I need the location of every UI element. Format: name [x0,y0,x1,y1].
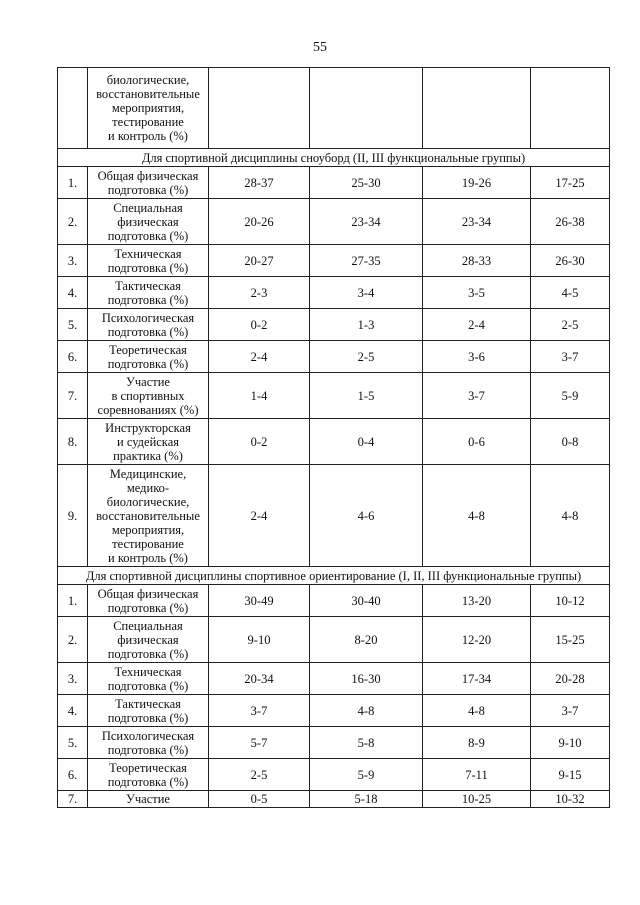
row-name: Специальная физическая подготовка (%) [88,199,209,245]
table-row [58,695,610,727]
row-value: 0-8 [531,419,610,465]
row-value: 15-25 [531,617,610,663]
table-row [58,199,610,245]
row-value: 2-4 [209,465,310,567]
row-value: 1-3 [310,309,423,341]
row-value: 23-34 [310,199,423,245]
row-value: 19-26 [423,167,531,199]
row-value [310,68,423,149]
row-value: 20-26 [209,199,310,245]
row-name: Общая физическая подготовка (%) [88,167,209,199]
row-value: 0-5 [209,791,310,808]
section-title: Для спортивной дисциплины спортивное ориентирование (I, II, III функциональные группы) [58,567,610,585]
row-number: 4. [58,695,88,727]
row-number: 3. [58,245,88,277]
row-value: 1-5 [310,373,423,419]
row-value: 3-6 [423,341,531,373]
table-body [58,68,610,808]
row-value: 28-33 [423,245,531,277]
row-value: 16-30 [310,663,423,695]
row-value: 13-20 [423,585,531,617]
section-header-row [58,149,610,167]
table-row [58,419,610,465]
row-value: 4-8 [310,695,423,727]
row-value: 4-8 [423,695,531,727]
row-value: 20-27 [209,245,310,277]
table-row [58,727,610,759]
row-number: 7. [58,373,88,419]
row-value: 2-4 [209,341,310,373]
row-name: Общая физическая подготовка (%) [88,585,209,617]
row-value: 10-32 [531,791,610,808]
row-value: 4-6 [310,465,423,567]
row-name: Тактическая подготовка (%) [88,277,209,309]
row-number: 2. [58,199,88,245]
row-number: 6. [58,341,88,373]
table-row [58,585,610,617]
row-value: 26-30 [531,245,610,277]
table-row [58,791,610,808]
row-value: 30-49 [209,585,310,617]
row-name: Техническая подготовка (%) [88,663,209,695]
row-value: 2-5 [531,309,610,341]
row-value: 9-10 [209,617,310,663]
row-name: Техническая подготовка (%) [88,245,209,277]
row-name: Участие [88,791,209,808]
row-name: Специальная физическая подготовка (%) [88,617,209,663]
table-row [58,617,610,663]
row-value: 7-11 [423,759,531,791]
row-number: 1. [58,167,88,199]
row-value: 2-4 [423,309,531,341]
row-value: 4-5 [531,277,610,309]
row-value: 9-15 [531,759,610,791]
row-value: 5-7 [209,727,310,759]
training-table [57,67,610,808]
table-row [58,309,610,341]
row-name: Психологическая подготовка (%) [88,727,209,759]
table-row [58,277,610,309]
row-number: 1. [58,585,88,617]
row-value: 8-20 [310,617,423,663]
row-value: 3-7 [209,695,310,727]
row-number: 6. [58,759,88,791]
row-number [58,68,88,149]
row-value: 5-18 [310,791,423,808]
row-value: 0-2 [209,309,310,341]
row-value: 5-9 [531,373,610,419]
row-value: 5-8 [310,727,423,759]
row-name: Участие в спортивных соревнованиях (%) [88,373,209,419]
row-value: 26-38 [531,199,610,245]
row-value: 5-9 [310,759,423,791]
row-number: 3. [58,663,88,695]
row-name: Психологическая подготовка (%) [88,309,209,341]
row-value: 25-30 [310,167,423,199]
table-row [58,465,610,567]
row-value: 17-34 [423,663,531,695]
table-row [58,759,610,791]
row-value: 8-9 [423,727,531,759]
row-value: 12-20 [423,617,531,663]
row-value: 10-12 [531,585,610,617]
row-value: 2-5 [310,341,423,373]
row-number: 8. [58,419,88,465]
row-value [209,68,310,149]
row-name: Тактическая подготовка (%) [88,695,209,727]
table-row [58,68,610,149]
row-value: 0-2 [209,419,310,465]
row-value: 23-34 [423,199,531,245]
row-value: 9-10 [531,727,610,759]
row-number: 5. [58,309,88,341]
table-row [58,341,610,373]
row-name: биологические, восстановительные мероприятия, тестирование и контроль (%) [88,68,209,149]
table-row [58,373,610,419]
page-number: 55 [313,40,327,55]
table-row [58,245,610,277]
row-name: Медицинские, медико- биологические, восстановительные мероприятия, тестирование и контроль (%) [88,465,209,567]
row-number: 5. [58,727,88,759]
row-value: 0-4 [310,419,423,465]
row-value: 3-7 [423,373,531,419]
row-value: 2-3 [209,277,310,309]
row-value: 2-5 [209,759,310,791]
row-value [423,68,531,149]
row-value: 20-34 [209,663,310,695]
table-row [58,663,610,695]
row-value: 3-7 [531,695,610,727]
row-value: 4-8 [423,465,531,567]
section-header-row [58,567,610,585]
row-number: 7. [58,791,88,808]
row-value: 10-25 [423,791,531,808]
row-value: 27-35 [310,245,423,277]
row-value: 3-5 [423,277,531,309]
section-title: Для спортивной дисциплины сноуборд (II, III функциональные группы) [58,149,610,167]
row-value: 0-6 [423,419,531,465]
row-name: Теоретическая подготовка (%) [88,341,209,373]
row-name: Инструкторская и судейская практика (%) [88,419,209,465]
row-value: 28-37 [209,167,310,199]
row-number: 9. [58,465,88,567]
row-value: 3-7 [531,341,610,373]
row-value: 4-8 [531,465,610,567]
row-value: 20-28 [531,663,610,695]
row-value: 30-40 [310,585,423,617]
row-value: 1-4 [209,373,310,419]
row-number: 4. [58,277,88,309]
row-value: 3-4 [310,277,423,309]
row-name: Теоретическая подготовка (%) [88,759,209,791]
row-value [531,68,610,149]
table-row [58,167,610,199]
row-number: 2. [58,617,88,663]
row-value: 17-25 [531,167,610,199]
